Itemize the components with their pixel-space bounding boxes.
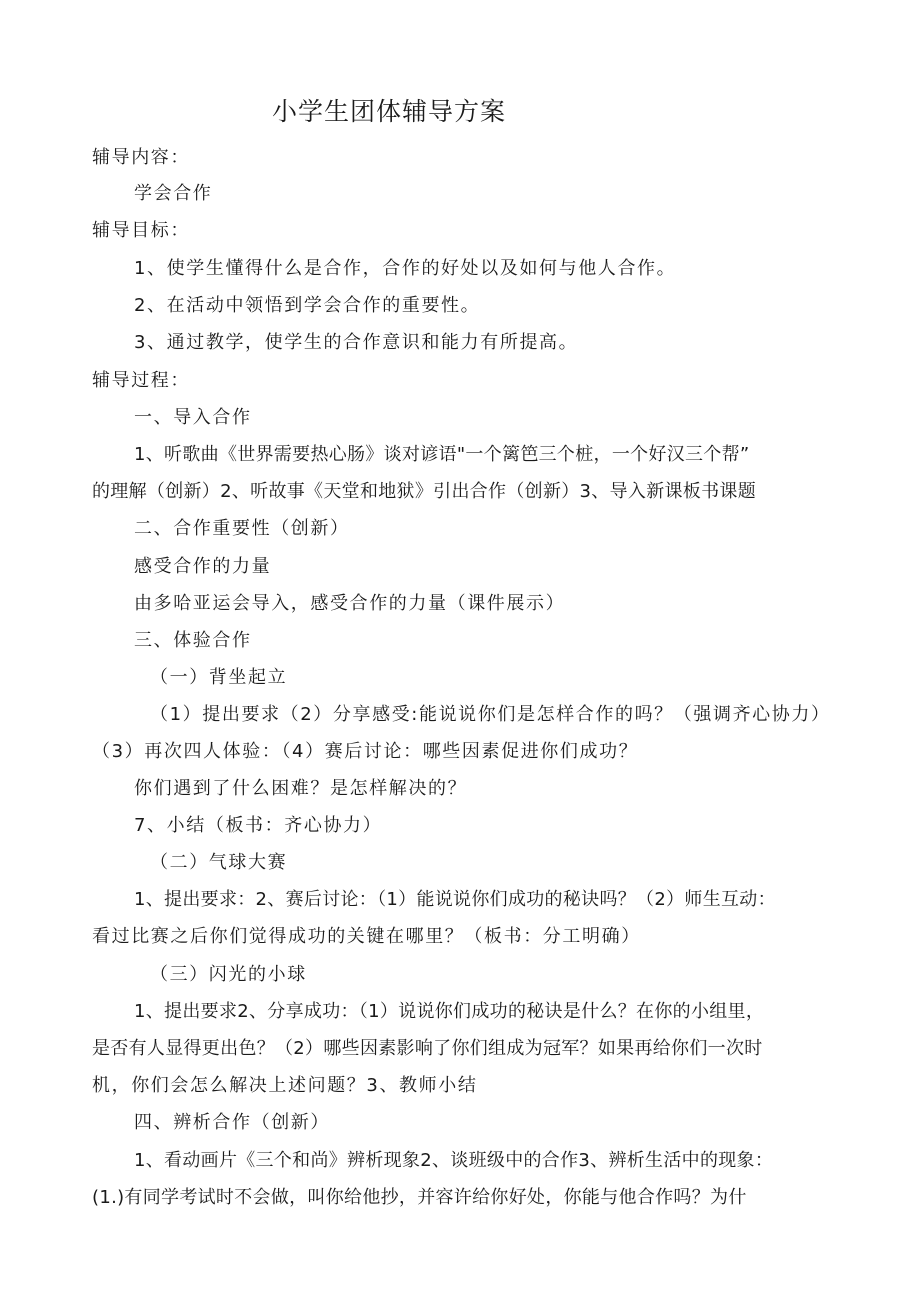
paragraph-line: 的理解（创新）2、听故事《天堂和地狱》引出合作（创新）3、导入新课板书课题 bbox=[92, 481, 757, 502]
paragraph-line: 1、听歌曲《世界需要热心肠》谈对谚语"一个篱笆三个桩，一个好汉三个帮” bbox=[134, 444, 750, 465]
paragraph-line: 看过比赛之后你们觉得成功的关键在哪里？（板书：分工明确） bbox=[92, 926, 641, 947]
heading-content: 辅导内容： bbox=[92, 147, 190, 168]
activity-heading-3: （三）闪光的小球 bbox=[150, 964, 307, 985]
heading-process: 辅导过程： bbox=[92, 370, 190, 391]
paragraph-line: 1、提出要求：2、赛后讨论：（1）能说说你们成功的秘诀吗？（2）师生互动： bbox=[134, 889, 776, 910]
summary-line: 7、小结（板书：齐心协力） bbox=[134, 815, 383, 836]
goal-item-2: 2、在活动中领悟到学会合作的重要性。 bbox=[134, 295, 481, 316]
document-title: 小学生团体辅导方案 bbox=[272, 97, 507, 126]
activity-heading-1: （一）背坐起立 bbox=[150, 667, 288, 688]
paragraph-line: 由多哈亚运会导入，感受合作的力量（课件展示） bbox=[134, 593, 566, 614]
subheading-text: 感受合作的力量 bbox=[134, 556, 272, 577]
paragraph-line: 1、提出要求2、分享成功：（1）说说你们成功的秘诀是什么？在你的小组里， bbox=[134, 1001, 765, 1022]
heading-goals: 辅导目标： bbox=[92, 220, 190, 241]
paragraph-line: 是否有人显得更出色？（2）哪些因素影响了你们组成为冠军？如果再给你们一次时 bbox=[92, 1038, 763, 1059]
paragraph-line: 1、看动画片《三个和尚》辨析现象2、谈班级中的合作3、辨析生活中的现象： bbox=[134, 1150, 774, 1171]
activity-heading-2: （二）气球大赛 bbox=[150, 852, 288, 873]
goal-item-1: 1、使学生懂得什么是合作，合作的好处以及如何与他人合作。 bbox=[134, 258, 677, 279]
section-heading-2: 二、合作重要性（创新） bbox=[134, 518, 350, 539]
section-heading-1: 一、导入合作 bbox=[134, 407, 252, 428]
paragraph-line: 你们遇到了什么困难？是怎样解决的？ bbox=[134, 778, 468, 799]
paragraph-line: 机，你们会怎么解决上述问题？3、教师小结 bbox=[92, 1075, 478, 1096]
content-text: 学会合作 bbox=[134, 183, 213, 204]
section-heading-3: 三、体验合作 bbox=[134, 630, 252, 651]
goal-item-3: 3、通过教学，使学生的合作意识和能力有所提高。 bbox=[134, 332, 579, 353]
section-heading-4: 四、辨析合作（创新） bbox=[134, 1112, 330, 1133]
paragraph-line: (1.)有同学考试时不会做，叫你给他抄，并容许给你好处，你能与他合作吗？为什 bbox=[92, 1187, 747, 1208]
paragraph-line: （1）提出要求（2）分享感受:能说说你们是怎样合作的吗？（强调齐心协力） bbox=[150, 704, 831, 725]
paragraph-line: （3）再次四人体验：（4）赛后讨论：哪些因素促进你们成功？ bbox=[92, 741, 639, 762]
